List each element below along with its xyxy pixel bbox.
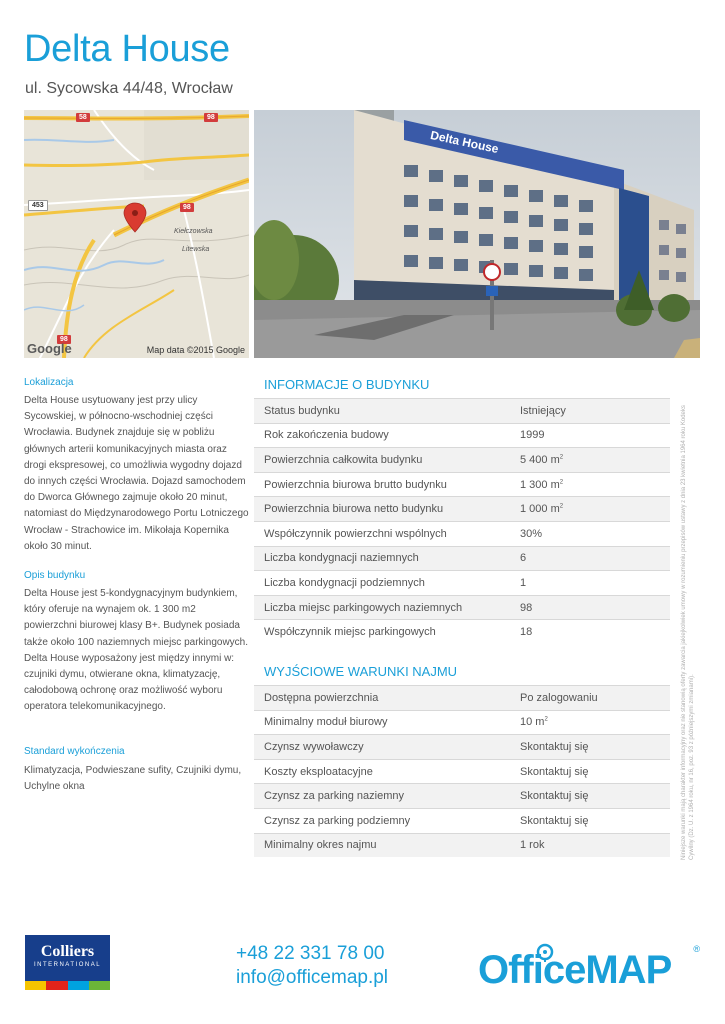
table-row [254,619,670,644]
officemap-logo [478,938,700,993]
section-heading-description: Opis budynku [24,570,86,581]
row-label: Status budynku [264,404,340,417]
table-row [254,833,670,858]
section-heading-location: Lokalizacja [24,377,74,388]
row-value: Skontaktuj się [520,765,589,778]
road-label: 453 [28,200,48,211]
table-row [254,472,670,497]
building-address: ul. Sycowska 44/48, Wrocław [25,80,233,97]
row-value: 1 rok [520,839,545,852]
row-label: Powierzchnia biurowa brutto budynku [264,478,447,491]
row-value: 10 $m^2$ [520,716,548,729]
row-value: Skontaktuj się [520,814,589,827]
row-label: Liczba kondygnacji naziemnych [264,552,419,565]
row-value: 18 [520,626,533,639]
row-label: Powierzchnia całkowita budynku [264,453,423,466]
table-row [254,685,670,710]
contact-email[interactable]: info@officemap.pl [236,967,389,988]
table-row [254,808,670,833]
row-label: Rok zakończenia budowy [264,429,389,442]
table-row [254,398,670,423]
table-row [254,546,670,571]
row-value: Istniejący [520,404,566,417]
colliers-logo-name: Colliers [40,943,95,960]
table-row [254,595,670,620]
row-value: Skontaktuj się [520,790,589,803]
row-value: 1 [520,576,527,589]
row-value: 98 [520,601,533,614]
lease-terms-table [254,685,670,857]
table-row [254,423,670,448]
row-label: Czynsz za parking podziemny [264,814,411,827]
lease-terms-heading: WYJŚCIOWE WARUNKI NAJMU [264,664,458,679]
row-label: Dostępna powierzchnia [264,691,379,704]
row-value: 1 300 $m^2$ [520,478,564,491]
road-label: 98 [57,335,71,344]
page-title: Delta House [24,28,230,70]
table-row [254,496,670,521]
row-label: Współczynnik powierzchni wspólnych [264,527,447,540]
street-label: Litewska [182,246,210,253]
section-body-finish-standard: Klimatyzacja, Podwieszane sufity, Czujniki dymu, Uchylne okna [24,765,242,793]
colliers-logo-stripe [25,981,110,990]
row-label: Współczynnik miejsc parkingowych [264,626,436,639]
registered-mark: ® [693,944,700,954]
map-attribution: Map data ©2015 Google [146,345,245,355]
row-label: Czynsz wywoławczy [264,740,364,753]
location-map[interactable] [24,110,249,358]
table-row [254,783,670,808]
building-sign: Delta House [429,128,500,157]
building-info-table [254,398,670,644]
row-label: Powierzchnia biurowa netto budynku [264,503,444,516]
building-photo [254,110,700,358]
row-label: Liczba miejsc parkingowych naziemnych [264,601,463,614]
row-label: Koszty eksploatacyjne [264,765,373,778]
table-row [254,570,670,595]
section-body-location: Delta House usytuowany jest przy ulicy Sycowskiej, w północno-wschodniej części Wrocławia. Budynek znajduje się w pobliżu głównych arterii komunikacyjnych miasta oraz drogi ekspresowej, co umożliwia wygodny dojazd do innych części Wrocławia. Dojazd samochodem do Dworca Głównego zajmuje około 20 minut, natomiast do Międzynarodowego Portu Lotniczego Wrocław - Strachowice im. Mikołaja Kopernika około 30 minut. [24,395,249,552]
table-row [254,710,670,735]
row-value: Skontaktuj się [520,740,589,753]
row-label: Liczba kondygnacji podziemnych [264,576,425,589]
table-row [254,521,670,546]
section-body-description: Delta House jest 5-kondygnacyjnym budynkiem, który oferuje na wynajem ok. 1 300 m2 powierzchni biurowej klasy B+. Budynek posiada także około 100 naziemnych miejsc parkingowych. Delta House wyposażony jest między innymi w: czujniki dymu, otwierane okna, klimatyzację, całodobową ochronę oraz możliwość wyboru operatora telekomunikacyjnego. [24,588,248,713]
row-label: Minimalny moduł biurowy [264,716,388,729]
row-value: 30% [520,527,543,540]
row-value: Po zalogowaniu [520,691,598,704]
building-info-heading: INFORMACJE O BUDYNKU [264,377,430,392]
road-label: 58 [76,113,90,122]
colliers-logo [25,935,110,990]
row-value: 6 [520,552,527,565]
row-value: 1 000 $m^2$ [520,503,564,516]
map-roads [24,110,249,358]
row-value: 1999 [520,429,545,442]
row-label: Czynsz za parking naziemny [264,790,405,803]
officemap-logo-text: OfficeMAP [478,948,672,992]
street-label: Kiełczowska [174,228,213,235]
section-heading-finish-standard: Standard wykończenia [24,746,125,757]
row-label: Minimalny okres najmu [264,839,377,852]
row-value: 5 400 $m^2$ [520,453,564,466]
colliers-logo-sub: INTERNATIONAL [33,962,102,968]
google-logo: Google [27,341,72,356]
contact-phone[interactable]: +48 22 331 78 00 [236,943,385,964]
road-label: 98 [204,113,218,122]
table-row [254,734,670,759]
table-row [254,447,670,472]
table-row [254,759,670,784]
road-label: 98 [180,203,194,212]
legal-disclaimer: Niniejsze warunki mają charakter informacyjny oraz nie stanowią oferty zawarcia jakiejkolwiek umowy w rozumieniu przepisów ustawy z dnia 23 kwietnia 1964 roku Kodeks Cywilny (Dz. U. z 1964 roku, nr 16, poz. 93 z późniejszymi zmianami). [681,405,695,860]
